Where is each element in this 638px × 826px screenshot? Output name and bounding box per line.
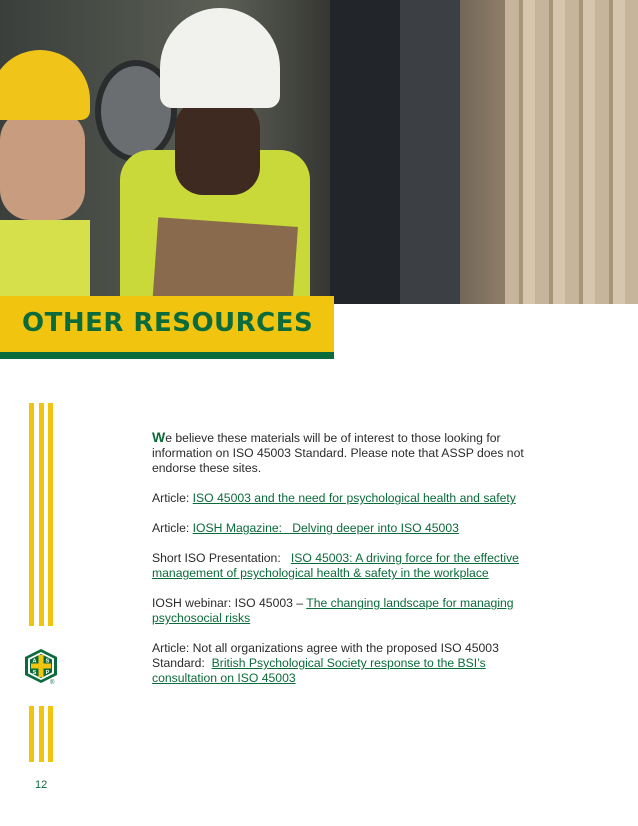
page-number: 12 [35,779,48,791]
hero-worker-right-hardhat [160,8,280,108]
resource-link[interactable]: ISO 45003: A driving force for the effective management of psychological health & safety in the workplace [152,551,519,581]
resource-item [152,551,537,581]
resource-item [152,521,552,536]
stripe [39,706,44,762]
hero-forklift-post [330,0,400,304]
intro-paragraph [152,430,552,476]
hero-clipboard [152,217,298,304]
stripe [48,403,53,626]
resource-item [152,491,552,506]
resource-link[interactable]: British Psychological Society response to the BSI’s consultation on ISO 45003 [152,656,486,686]
resource-prefix: IOSH webinar: ISO 45003 – [152,596,307,611]
logo-letter: S [45,658,50,665]
resource-item [152,641,502,686]
hero-worker-left-vest [0,220,90,304]
hero-worker-left-hardhat [0,50,90,120]
resource-link[interactable]: IOSH Magazine: Delving deeper into ISO 45003 [192,521,459,536]
logo-letter: S [32,670,37,676]
resource-link[interactable]: The changing landscape for managing psychosocial risks [152,596,514,626]
decorative-stripes-bottom [29,706,53,762]
resource-prefix: Article: [152,521,193,536]
section-title: OTHER RESOURCES [22,308,314,338]
hero-worker-right-face [175,100,260,195]
stripe [29,403,34,626]
resource-prefix: Article: Not all organizations agree with the proposed ISO 45003 Standard: [152,641,503,671]
logo-letter: P [45,670,50,676]
logo-registered-mark: ® [50,680,55,686]
assp-logo-icon [24,648,58,684]
stripe [39,403,44,626]
hero-worker-left-face [0,110,85,220]
resource-prefix: Article: [152,491,193,506]
title-underline [0,352,334,359]
hero-forklift-frame [400,0,460,304]
logo-letter: A [32,658,37,665]
intro-text: e believe these materials will be of interest to those looking for information on ISO 45003 Standard. Please note that ASSP does not endorse these sites. [152,431,524,476]
hero-photo [0,0,638,304]
stripe [48,706,53,762]
intro-dropcap: W [152,429,166,446]
resource-link[interactable]: ISO 45003 and the need for psychological health and safety [192,491,516,506]
decorative-stripes-top [29,403,53,626]
stripe [29,706,34,762]
resource-prefix: Short ISO Presentation: [152,551,291,566]
resource-item [152,596,532,626]
hero-background-wall [505,0,638,304]
